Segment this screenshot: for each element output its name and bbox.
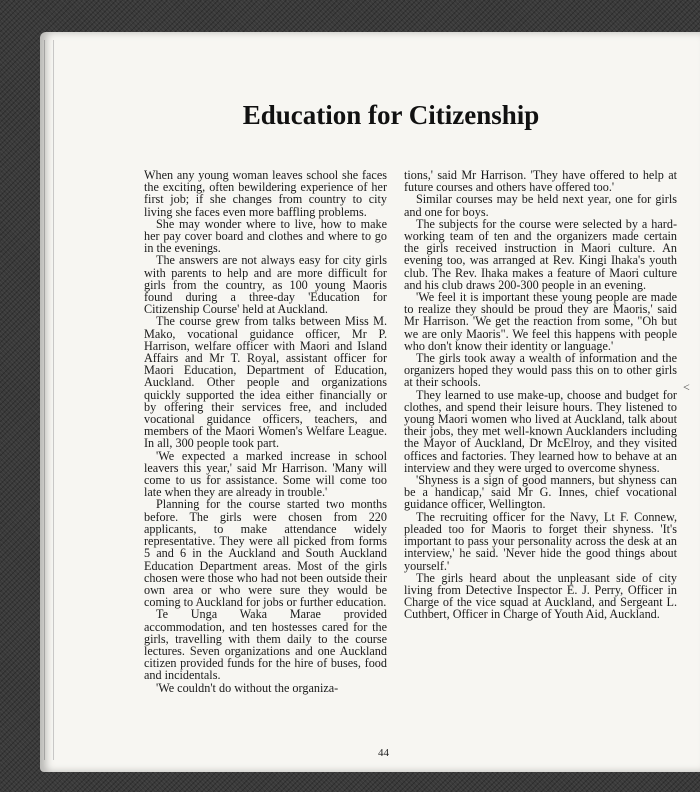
paragraph: Planning for the course started two months before. The girls were chosen from 220 applicants, to make attendance widely representative. They were all picked from forms 5 and 6 in the Auckland and South Auckland Education Department areas. Most of the girls chosen were those who had not been outside their own area or who were sure they would be coming to Auckland for jobs or further education. xyxy=(144,497,387,610)
margin-mark: < xyxy=(683,380,690,394)
paragraph: 'We expected a marked increase in school leavers this year,' said Mr Harrison. 'Many will come to us for assistance. Some will come too late when they are already in trouble.' xyxy=(144,448,387,500)
paragraph: She may wonder where to live, how to make her pay cover board and clothes and where to go in the evenings. xyxy=(144,216,387,256)
paragraph: The course grew from talks between Miss M. Mako, vocational guidance officer, Mr P. Harrison, welfare officer with Maori and Island Affairs and Mr T. Royal, assistant officer for Maori Education, Department of Education, Auckland. Other people and organizations quickly supported the idea either financially or by offering their services free, and included vocational guidance officers, teachers, and members of the Maori Women's Welfare League. In all, 300 people took part. xyxy=(144,314,387,451)
paragraph: The subjects for the course were selected by a hard-working team of ten and the organizers made certain the girls received instruction in Maori culture. An evening too, was arranged at Rev. Kingi Ihaka's youth club. The Rev. Ihaka makes a feature of Maori culture and his club draws 200-300 people in an evening. xyxy=(404,216,677,292)
paragraph: 'We couldn't do without the organiza- xyxy=(156,680,339,695)
page-number: 44 xyxy=(378,747,389,759)
paragraph: The recruiting officer for the Navy, Lt F. Connew, pleaded too for Maoris to forget their shyness. 'It's important to pass your personality across the desk at an interview,' he said. 'Never hide the good things about yourself.' xyxy=(404,509,677,573)
paragraph: 'Shyness is a sign of good manners, but shyness can be a handicap,' said Mr G. Innes, chief vocational guidance officer, Wellington. xyxy=(404,473,677,512)
paragraph: The girls heard about the unpleasant side of city living from Detective Inspector E. J. Perry, Officer in Charge of the vice squad at Auckland, and Sergeant L. Cuthbert, Officer in Charge of Youth Aid, Auckland. xyxy=(404,570,677,622)
left-column xyxy=(144,169,387,694)
paragraph: They learned to use make-up, choose and budget for clothes, and spend their leisure hours. They listened to young Maori women who lived at Auckland, talk about their jobs, they met well-known Aucklanders including the Mayor of Auckland, Dr McElroy, and they visited offices and factories. They learned how to behave at an interview and they were urged to overcome shyness. xyxy=(404,387,677,475)
paragraph: Similar courses may be held next year, one for girls and one for boys. xyxy=(404,192,677,219)
article-title: Education for Citizenship xyxy=(242,100,540,130)
page-binding-edge xyxy=(44,40,54,760)
paragraph: 'We feel it is important these young people are made to realize they should be proud they are Maoris,' said Mr Harrison. 'We get the reaction from some, "Oh but we are only Maoris". We feel this happens with people who don't know their identity or language.' xyxy=(404,290,677,353)
right-column xyxy=(404,169,677,621)
paragraph: When any young woman leaves school she faces the exciting, often bewildering experience of her first job; if she changes from country to city living she faces even more baffling problems. xyxy=(144,168,387,219)
paragraph: The answers are not always easy for city girls with parents to help and are more difficult for girls from the country, as 100 young Maoris found during a three-day 'Education for Citizenship Course' held at Auckland. xyxy=(144,253,387,317)
paragraph: Te Unga Waka Marae provided accommodation, and ten hostesses cared for the girls, travelling with them daily to the course lectures. Seven organizations and one Auckland citizen provided funds for the hire of buses, food and incidentals. xyxy=(144,607,387,683)
paragraph: tions,' said Mr Harrison. 'They have offered to help at future courses and others have offered too.' xyxy=(404,168,677,195)
paragraph: The girls took away a wealth of information and the organizers hoped they would pass this on to other girls at their schools. xyxy=(404,351,677,390)
